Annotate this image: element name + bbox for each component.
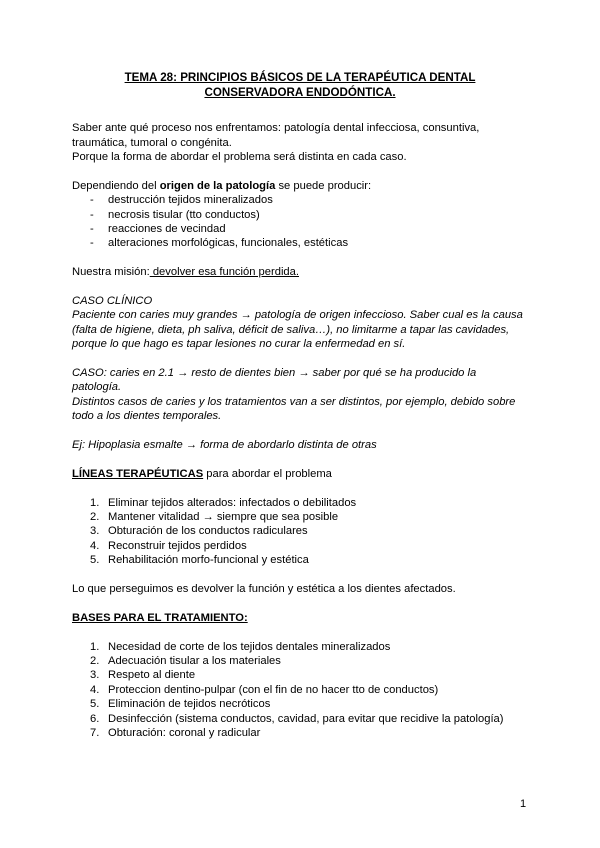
origin-bold: origen de la patología (159, 179, 276, 192)
list-number: 3. (90, 669, 100, 682)
list-number: 1. (90, 640, 100, 653)
list-number: 2. (90, 511, 100, 524)
list-item (90, 539, 528, 553)
list-item (90, 510, 528, 524)
mission-underlined: devolver esa función perdida. (149, 266, 299, 279)
list-text: Eliminar tejidos alterados: infectados o debilitados (108, 496, 357, 509)
case-paragraph-4: Ej: Hipoplasia esmalte → forma de abordarlo distinta de otras (72, 439, 377, 452)
list-number: 6. (90, 712, 100, 725)
mission-paragraph (72, 265, 528, 279)
list-text: Desinfección (sistema conductos, cavidad, para evitar que recidive la patología) (108, 712, 504, 725)
list-number: 4. (90, 539, 100, 552)
list-item (90, 654, 528, 668)
origin-suffix: se puede producir: (275, 179, 372, 192)
document-page (72, 71, 528, 741)
list-item (90, 496, 528, 510)
case-paragraph-3: Distintos casos de caries y los tratamientos van a ser distintos, por ejemplo, debido sobre todo a los dientes temporales. (72, 395, 516, 423)
list-text: Reconstruir tejidos perdidos (108, 539, 247, 552)
goal-paragraph: Lo que perseguimos es devolver la función y estética a los dientes afectados. (72, 583, 456, 596)
case-paragraph-1: Paciente con caries muy grandes → patología de origen infeccioso. Saber cual es la causa (falta de higiene, dieta, ph saliva, déficit de saliva…), no limitarme a tapar las cavidades, porque lo que hago es tapar lesiones no curar la enfermedad en sí. (72, 309, 523, 351)
bases-heading: BASES PARA EL TRATAMIENTO: (72, 611, 248, 624)
intro-paragraph-2: Porque la forma de abordar el problema será distinta en cada caso. (72, 151, 407, 163)
list-item (90, 697, 528, 711)
list-text: Obturación: coronal y radicular (108, 727, 261, 740)
list-item (90, 668, 528, 682)
list-text: Mantener vitalidad → siempre que sea posible (108, 511, 339, 524)
document-title-line-1: TEMA 28: PRINCIPIOS BÁSICOS DE LA TERAPÉUTICA DENTAL (124, 71, 476, 84)
document-title-line-2: CONSERVADORA ENDODÓNTICA. (204, 85, 396, 99)
list-item: - alteraciones morfológicas, funcionales, estéticas (90, 236, 528, 250)
page-number: 1 (520, 798, 527, 810)
lines-heading-paragraph (72, 467, 528, 481)
case-heading: CASO CLÍNICO (72, 295, 153, 308)
bases-list (72, 640, 528, 741)
list-number: 1. (90, 496, 100, 509)
intro-paragraph-1: Saber ante qué proceso nos enfrentamos: patología dental infecciosa, consuntiva, traumática, tumoral o congénita. (72, 122, 480, 149)
list-text: Respeto al diente (108, 669, 196, 682)
list-number: 5. (90, 698, 100, 711)
lines-heading: LÍNEAS TERAPÉUTICAS (72, 467, 204, 480)
list-item: - necrosis tisular (tto conductos) (90, 208, 528, 222)
lines-suffix: para abordar el problema (203, 467, 332, 480)
list-item: - destrucción tejidos mineralizados (90, 193, 528, 207)
list-item: - reacciones de vecindad (90, 222, 528, 236)
lines-list (72, 496, 528, 568)
origin-prefix: Dependiendo del (72, 179, 160, 192)
list-number: 7. (90, 727, 100, 740)
list-text: Rehabilitación morfo-funcional y estética (108, 554, 309, 567)
list-item (90, 683, 528, 697)
mission-prefix: Nuestra misión: (72, 266, 150, 279)
origin-paragraph (72, 179, 528, 193)
list-text: Necesidad de corte de los tejidos dentales mineralizados (108, 640, 391, 653)
list-item (90, 640, 528, 654)
list-item (90, 553, 528, 567)
list-text: Adecuación tisular a los materiales (108, 655, 281, 668)
list-number: 2. (90, 655, 100, 668)
list-item (90, 712, 528, 726)
list-text: Obturación de los conductos radiculares (108, 525, 308, 538)
list-number: 4. (90, 683, 100, 696)
list-text: Proteccion dentino-pulpar (con el fin de no hacer tto de conductos) (108, 683, 439, 696)
list-number: 3. (90, 525, 100, 538)
case-paragraph-2: CASO: caries en 2.1 → resto de dientes bien → saber por qué se ha producido la patología. (72, 367, 477, 394)
list-item (90, 524, 528, 538)
origin-list (72, 193, 528, 251)
list-text: Eliminación de tejidos necróticos (108, 698, 271, 711)
list-number: 5. (90, 554, 100, 567)
list-item (90, 726, 528, 740)
